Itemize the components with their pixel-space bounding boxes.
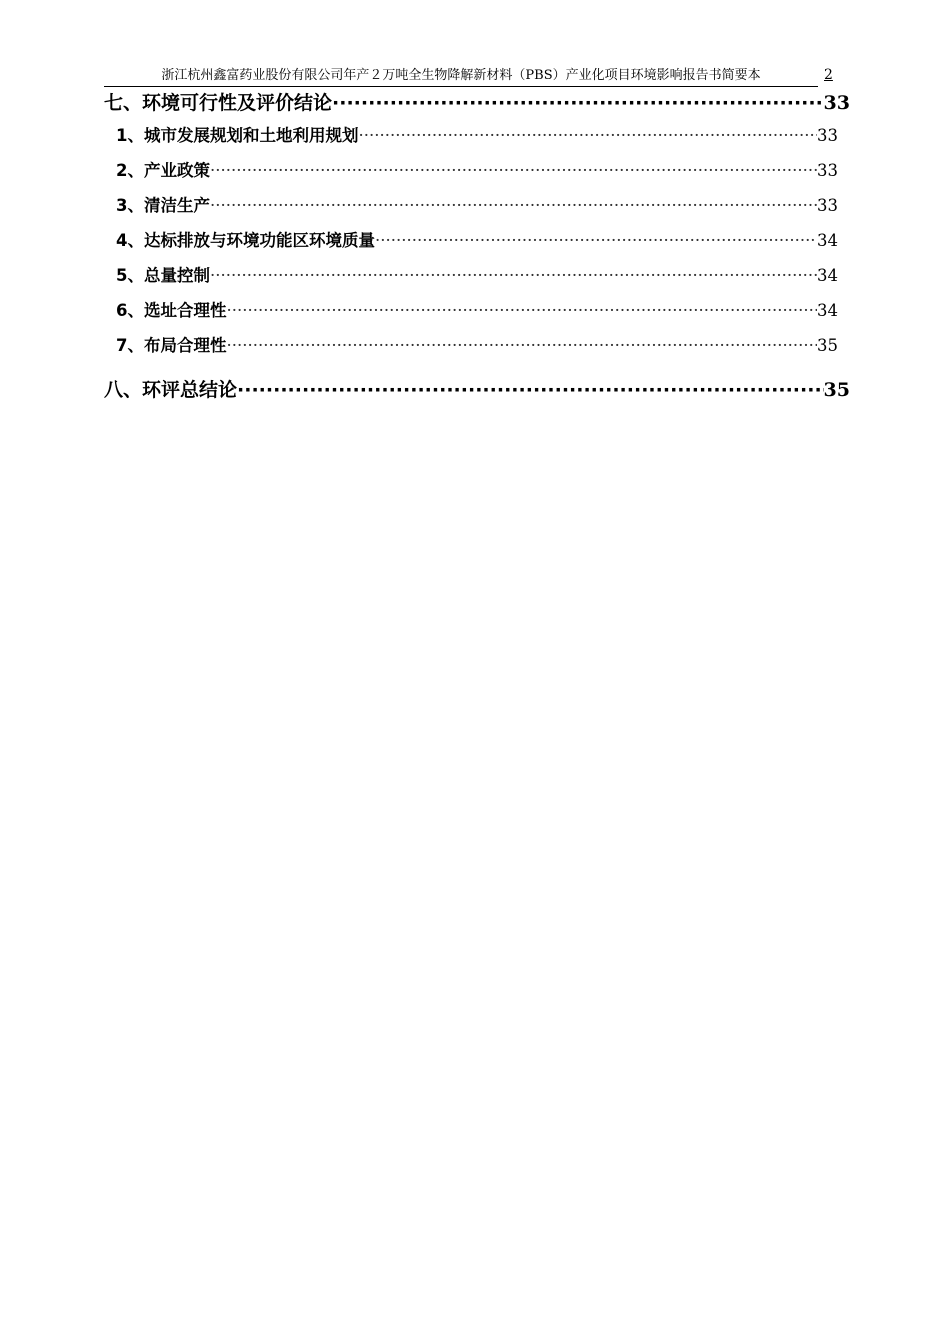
toc-item-5[interactable] bbox=[104, 258, 844, 293]
toc-page-number: 34 bbox=[817, 231, 838, 250]
toc-page-number: 34 bbox=[817, 266, 838, 285]
toc-item-label: 7、布局合理性 bbox=[116, 336, 227, 355]
toc-item-label: 1、城市发展规划和土地利用规划 bbox=[116, 126, 359, 145]
dot-leader bbox=[210, 188, 817, 223]
table-of-contents bbox=[104, 88, 850, 405]
toc-item-2[interactable] bbox=[104, 153, 844, 188]
toc-item-label: 2、产业政策 bbox=[116, 161, 210, 180]
dot-leader bbox=[226, 293, 817, 328]
toc-section-label: 八、环评总结论 bbox=[104, 379, 238, 401]
running-header: 浙江杭州鑫富药业股份有限公司年产２万吨全生物降解新材料（PBS）产业化项目环境影响报告书简要本 bbox=[104, 66, 818, 87]
page-number: 2 bbox=[824, 67, 833, 83]
dot-leader bbox=[226, 328, 817, 363]
toc-page-number: 33 bbox=[817, 161, 838, 180]
toc-item-label: 4、达标排放与环境功能区环境质量 bbox=[116, 231, 375, 250]
dot-leader bbox=[210, 153, 817, 188]
toc-page-number: 35 bbox=[817, 336, 838, 355]
toc-page-number: 35 bbox=[823, 379, 850, 401]
section-spacer bbox=[104, 363, 850, 375]
toc-item-1[interactable] bbox=[104, 118, 844, 153]
dot-leader bbox=[375, 223, 817, 258]
toc-item-label: 5、总量控制 bbox=[116, 266, 210, 285]
dot-leader bbox=[210, 258, 817, 293]
toc-page-number: 33 bbox=[823, 92, 850, 114]
toc-page-number: 33 bbox=[817, 196, 838, 215]
dot-leader bbox=[237, 375, 824, 405]
toc-page-number: 33 bbox=[817, 126, 838, 145]
dot-leader bbox=[358, 118, 817, 153]
toc-item-6[interactable] bbox=[104, 293, 844, 328]
toc-section-label: 七、环境可行性及评价结论 bbox=[104, 92, 333, 114]
dot-leader bbox=[332, 88, 824, 118]
toc-item-label: 3、清洁生产 bbox=[116, 196, 210, 215]
toc-section-8[interactable] bbox=[104, 375, 850, 405]
toc-page-number: 34 bbox=[817, 301, 838, 320]
toc-item-4[interactable] bbox=[104, 223, 844, 258]
toc-item-label: 6、选址合理性 bbox=[116, 301, 227, 320]
toc-section-7[interactable] bbox=[104, 88, 850, 118]
toc-item-7[interactable] bbox=[104, 328, 844, 363]
toc-item-3[interactable] bbox=[104, 188, 844, 223]
